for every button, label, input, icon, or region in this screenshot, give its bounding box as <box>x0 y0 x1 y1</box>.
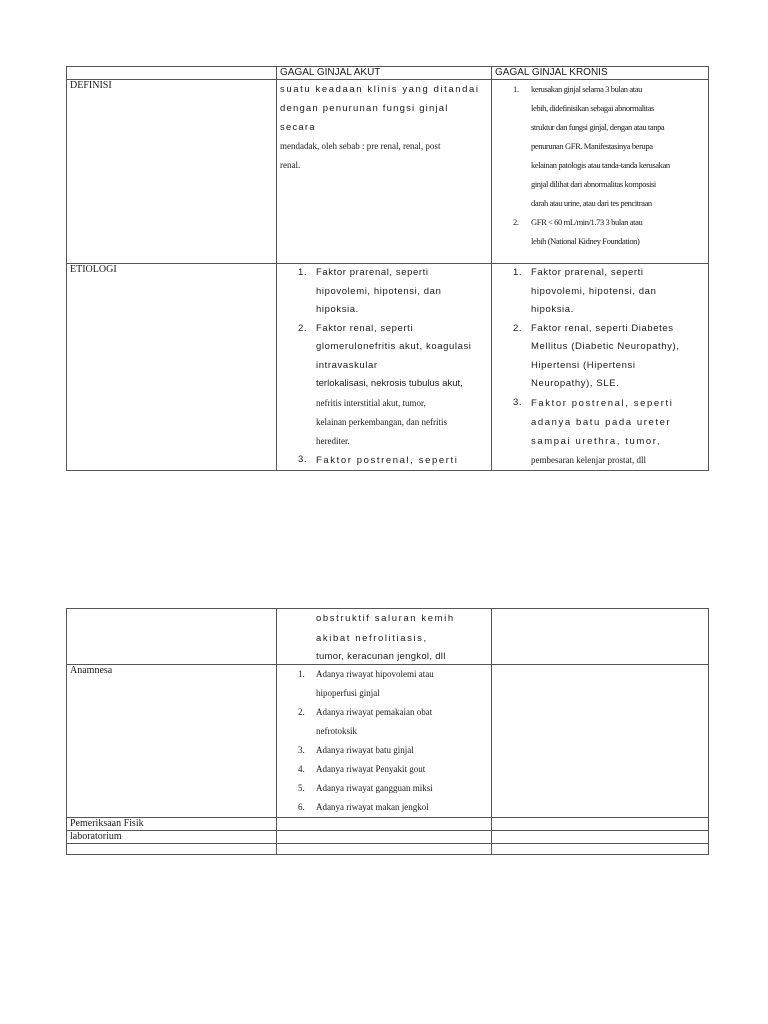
list-number: 2. <box>513 217 519 227</box>
list-number: 2. <box>298 707 305 717</box>
etiologi-row <box>67 264 709 471</box>
list-number: 3. <box>298 745 305 755</box>
definisi-akut-line: dengan penurunan fungsi ginjal secara <box>280 103 449 133</box>
list-line: hipoperfusi ginjal <box>316 688 380 698</box>
list-line: lebih, didefinisikan sebagai abnormalitas <box>531 103 654 113</box>
list-line: hipovolemi, hipotensi, dan <box>316 285 442 297</box>
empty-cell <box>277 818 492 831</box>
list-item <box>495 394 705 470</box>
definisi-kronis-list <box>495 80 705 251</box>
list-item <box>280 264 488 320</box>
list-item <box>280 779 488 798</box>
definisi-row <box>67 80 709 264</box>
list-item <box>495 80 705 213</box>
list-line: Adanya riwayat gangguan miksi <box>316 783 433 793</box>
list-line: Mellitus (Diabetic Neuropathy), <box>531 341 680 352</box>
header-akut: GAGAL GINJAL AKUT <box>277 67 492 80</box>
definisi-akut-line: suatu keadaan klinis yang ditandai <box>280 84 480 95</box>
list-line: penurunan GFR. Manifestasinya berupa <box>531 141 653 151</box>
etiologi-akut-cell <box>277 264 492 471</box>
list-line: herediter. <box>316 435 350 446</box>
definisi-kronis-cell <box>492 80 709 264</box>
anamnesa-row <box>67 665 709 818</box>
list-line: Adanya riwayat hipovolemi atau <box>316 669 434 679</box>
etiologi-label: ETIOLOGI <box>67 264 277 471</box>
list-item <box>495 264 705 320</box>
empty-cell <box>492 818 709 831</box>
list-number: 1. <box>513 267 523 278</box>
list-number: 5. <box>298 783 305 793</box>
empty-cell <box>492 831 709 844</box>
list-line: kelainan patologis atau tanda-tanda kerusakan <box>531 160 670 170</box>
list-item <box>280 798 488 817</box>
blank-row <box>67 844 709 855</box>
comparison-table-top <box>66 66 709 471</box>
list-line: lebih (National Kidney Foundation) <box>531 236 640 246</box>
continuation-line: akibat nefrolitiasis, <box>316 633 428 644</box>
list-line: Faktor prarenal, seperti <box>531 267 644 278</box>
list-line: Faktor prarenal, seperti <box>316 267 429 278</box>
list-line: nefrotoksik <box>316 726 357 736</box>
laboratorium-row <box>67 831 709 844</box>
continuation-line: obstruktif saluran kemih <box>316 613 455 624</box>
laboratorium-label: laboratorium <box>67 831 277 844</box>
list-item <box>495 320 705 394</box>
anamnesa-akut-cell <box>277 665 492 818</box>
list-line: hipovolemi, hipotensi, dan <box>531 285 657 297</box>
list-number: 1. <box>513 84 519 94</box>
list-line: kelainan perkembangan, dan nefritis <box>316 416 447 427</box>
list-line: kerusakan ginjal selama 3 bulan atau <box>531 84 642 94</box>
list-item <box>495 213 705 251</box>
etiologi-akut-list <box>280 264 488 470</box>
empty-cell <box>277 844 492 855</box>
empty-cell <box>492 665 709 818</box>
list-line: Neuropathy), SLE. <box>531 378 620 389</box>
list-number: 2. <box>513 322 523 334</box>
empty-cell <box>277 831 492 844</box>
empty-cell <box>492 609 709 665</box>
definisi-label: DEFINISI <box>67 80 277 264</box>
continuation-line: tumor, keracunan jengkol, dll <box>316 651 446 662</box>
list-number: 3. <box>298 453 308 465</box>
list-line: adanya batu pada ureter <box>531 416 672 428</box>
comparison-table-bottom <box>66 608 709 855</box>
empty-cell <box>67 609 277 665</box>
list-line: GFR < 60 mL/min/1.73 3 bulan atau <box>531 217 643 227</box>
list-line: struktur dan fungsi ginjal, dengan atau tanpa <box>531 122 665 132</box>
list-line: Faktor renal, seperti Diabetes <box>531 322 674 334</box>
continuation-row <box>67 609 709 665</box>
list-number: 2. <box>298 322 308 334</box>
definisi-akut-line: renal. <box>280 160 301 170</box>
list-line: Faktor postrenal, seperti <box>531 397 674 409</box>
list-number: 1. <box>298 669 305 679</box>
list-item <box>280 451 488 470</box>
list-line: Adanya riwayat Penyakit gout <box>316 764 426 774</box>
list-number: 6. <box>298 802 305 812</box>
list-line: Adanya riwayat pemakaian obat <box>316 707 433 717</box>
continuation-akut-cell <box>277 609 492 665</box>
list-item <box>280 665 488 703</box>
pemeriksaan-fisik-row <box>67 818 709 831</box>
list-line: hipoksia. <box>316 304 359 315</box>
header-blank-cell <box>67 67 277 80</box>
list-line: ginjal dilihat dari abnormalitas komposisi <box>531 179 656 189</box>
empty-cell <box>492 844 709 855</box>
pemeriksaan-fisik-label: Pemeriksaan Fisik <box>67 818 277 831</box>
list-item <box>280 703 488 741</box>
list-line: Adanya riwayat makan jengkol <box>316 802 429 812</box>
list-line: nefritis interstitial akut, tumor, <box>316 397 426 408</box>
list-line: Faktor renal, seperti <box>316 322 414 334</box>
definisi-akut-line: mendadak, oleh sebab : pre renal, renal, post <box>280 141 441 151</box>
etiologi-kronis-list <box>495 264 705 470</box>
list-line: terlokalisasi, nekrosis tubulus akut, <box>316 378 463 389</box>
list-line: sampai urethra, tumor, <box>531 435 662 447</box>
list-line: Faktor postrenal, seperti <box>316 454 459 466</box>
list-line: pembesaran kelenjar prostat, dll <box>531 454 646 465</box>
list-line: glomerulonefritis akut, koagulasi <box>316 341 472 352</box>
etiologi-kronis-cell <box>492 264 709 471</box>
list-line: intravaskular <box>316 359 378 371</box>
anamnesa-label: Anamnesa <box>67 665 277 818</box>
anamnesa-list <box>280 665 488 817</box>
list-item <box>280 320 488 451</box>
list-line: darah atau urine, atau dari tes pencitraan <box>531 198 652 208</box>
header-kronis: GAGAL GINJAL KRONIS <box>492 67 709 80</box>
list-number: 4. <box>298 764 305 774</box>
list-line: hipoksia. <box>531 304 574 315</box>
list-item <box>280 741 488 760</box>
empty-cell <box>67 844 277 855</box>
header-row <box>67 67 709 80</box>
list-line: Hipertensi (Hipertensi <box>531 359 636 371</box>
list-line: Adanya riwayat batu ginjal <box>316 745 414 755</box>
list-number: 1. <box>298 267 308 278</box>
list-number: 3. <box>513 396 523 408</box>
list-item <box>280 760 488 779</box>
definisi-akut-cell <box>277 80 492 264</box>
